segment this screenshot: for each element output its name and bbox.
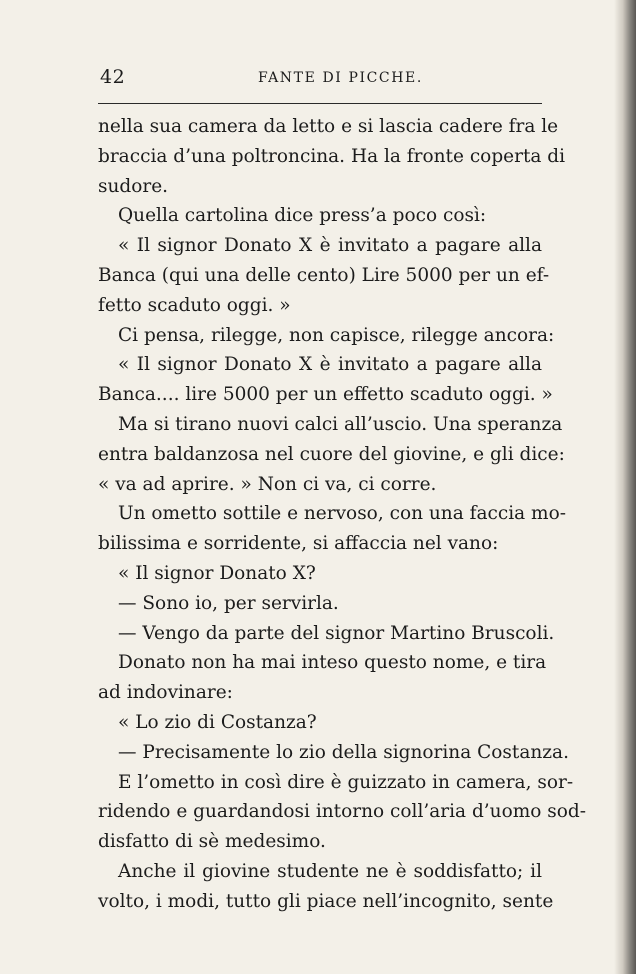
text-line: ad indovinare: bbox=[98, 682, 233, 704]
text-line: « va ad aprire. » Non ci va, ci corre. bbox=[98, 473, 437, 495]
text-line: Anche il giovine studente ne è soddisfatto; il bbox=[118, 860, 542, 882]
text-line: Banca (qui una delle cento) Lire 5000 per un ef- bbox=[98, 264, 550, 286]
text-line: braccia d’una poltroncina. Ha la fronte coperta di bbox=[98, 145, 566, 167]
body-text bbox=[98, 112, 587, 917]
text-line: Quella cartolina dice press’a poco così: bbox=[118, 205, 487, 227]
text-line: « Lo zio di Costanza? bbox=[118, 711, 317, 733]
text-line: sudore. bbox=[98, 175, 169, 197]
header-rule bbox=[98, 103, 542, 104]
text-line: volto, i modi, tutto gli piace nell’incognito, sente bbox=[98, 890, 554, 912]
text-line: Donato non ha mai inteso questo nome, e tira bbox=[118, 652, 547, 674]
page-header bbox=[98, 62, 542, 92]
page-number: 42 bbox=[100, 66, 126, 88]
text-line: entra baldanzosa nel cuore del giovine, e gli dice: bbox=[98, 443, 565, 465]
text-line: Ma si tirano nuovi calci all’uscio. Una speranza bbox=[118, 413, 563, 435]
text-line: nella sua camera da letto e si lascia cadere fra le bbox=[98, 116, 559, 137]
text-line: fetto scaduto oggi. » bbox=[98, 294, 291, 316]
running-title: FANTE DI PICCHE. bbox=[258, 70, 423, 86]
text-line: — Precisamente lo zio della signorina Costanza. bbox=[118, 741, 569, 763]
text-line: bilissima e sorridente, si affaccia nel vano: bbox=[98, 533, 499, 555]
text-line: Un ometto sottile e nervoso, con una faccia mo- bbox=[118, 503, 566, 525]
text-line: disfatto di sè medesimo. bbox=[98, 831, 326, 853]
text-line: Banca.... lire 5000 per un effetto scaduto oggi. » bbox=[98, 384, 553, 406]
text-line: « Il signor Donato X? bbox=[118, 562, 316, 584]
text-line: « Il signor Donato X è invitato a pagare alla bbox=[118, 354, 542, 376]
text-line: ridendo e guardandosi intorno coll’aria d’uomo sod- bbox=[98, 801, 587, 823]
text-line: « Il signor Donato X è invitato a pagare alla bbox=[118, 235, 542, 257]
text-line: — Vengo da parte del signor Martino Bruscoli. bbox=[118, 622, 555, 644]
text-line: E l’ometto in così dire è guizzato in camera, sor- bbox=[118, 771, 574, 793]
page-edge-shadow bbox=[614, 0, 636, 974]
text-line: Ci pensa, rilegge, non capisce, rilegge ancora: bbox=[118, 324, 555, 346]
text-line: — Sono io, per servirla. bbox=[118, 592, 339, 614]
